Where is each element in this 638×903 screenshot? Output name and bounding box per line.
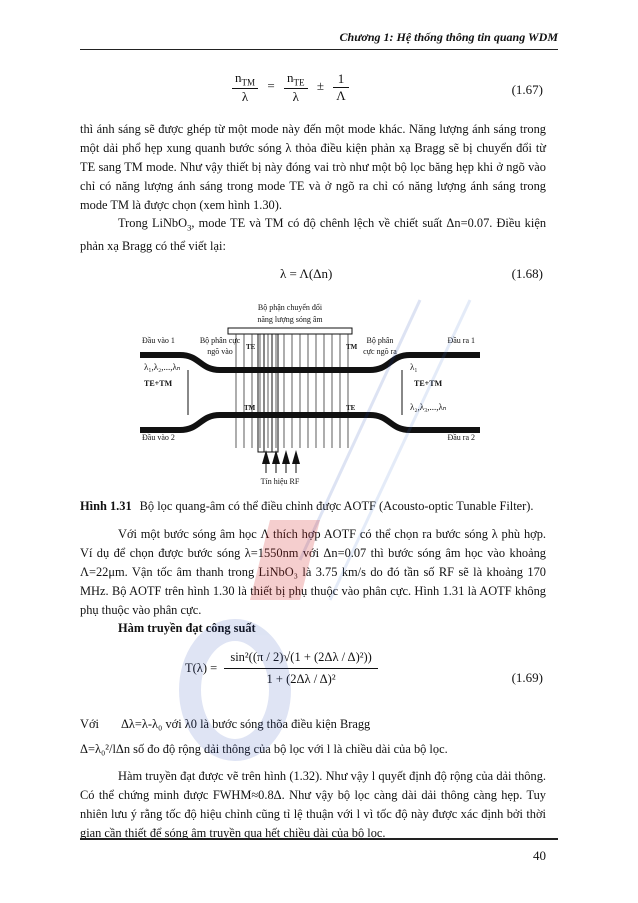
label-lambdas-out: λ₂,λ₃,...,λₙ [410, 402, 447, 412]
acoustic-grating [236, 334, 348, 448]
label-te-right: TE [346, 404, 356, 412]
fraction-te: $\frac{n_{TE}}{\lambda}$ [284, 70, 308, 105]
where-line-2: Δ=λ₀²/lΔn số đo độ rộng dải thông của bộ lọc với l là chiều dài của bộ lọc. [80, 742, 448, 756]
figure-caption: Hình 1.31 Bộ lọc quang-âm có thể điều chỉnh được AOTF (Acousto-optic Tunable Filter). [80, 499, 534, 513]
label-output-2: Đầu ra 2 [447, 433, 475, 442]
label-te-tm-out: TE+TM [414, 379, 443, 388]
label-pol-out-1: Bộ phân [366, 336, 394, 345]
equation-number: (1.67) [511, 82, 543, 97]
page-number: 40 [533, 848, 546, 863]
fraction-tm: $\frac{n_{TM}}{\lambda}$ [232, 70, 258, 105]
label-converter-2: năng lượng sóng âm [257, 315, 323, 324]
paragraph-3: Với một bước sóng âm học Λ thích hợp AOTF có thể chọn ra bước sóng λ phù hợp. Ví dụ để chọn được bước sóng λ=1550nm với Δn=0.07 thì bước sóng âm học vào khoảng Λ=22μm. Vận tốc âm thanh trong LiNbO₃ là 3.75 km/s do đó tần số RF sẽ là khoảng 170 MHz. Bộ AOTF trên hình 1.30 là thiết bị phụ thuộc vào phân cực. Hình 1.31 là AOTF không phụ thuộc vào phân cực. [80, 527, 546, 617]
label-tm-left: TM [244, 404, 256, 412]
paragraph-1: thì ánh sáng sẽ được ghép từ một mode này đến một mode khác. Năng lượng ánh sáng trong một dải phổ hẹp xung quanh bước sóng λ thỏa điều kiện phản xạ Bragg sẽ bị chuyển đổi từ TE sang TM mode. Như vậy thiết bị này đóng vai trò như một bộ lọc băng hẹp khi ở ngõ vào chỉ có năng lượng ánh sáng trong mode TE và ở ngõ ra chỉ có năng lượng ánh sáng trong mode TM là được chọn (xem hình 1.30). [80, 122, 546, 212]
where-line-1: Với Δλ=λ-λ₀ với λ0 là bước sóng thõa điều kiện Bragg [80, 717, 371, 731]
label-te-left: TE [246, 343, 256, 351]
footer-rule [80, 838, 558, 840]
label-lambdas-in: λ₁,λ₂,...,λₙ [144, 362, 181, 372]
equation-number: (1.68) [511, 266, 543, 281]
label-pol-out-2: cực ngõ ra [363, 347, 397, 356]
waveguide-upper [140, 355, 480, 370]
section-heading: Hàm truyền đạt công suất [118, 621, 256, 635]
label-pol-in-1: Bộ phân cực [199, 336, 241, 345]
label-te-tm-in: TE+TM [144, 379, 173, 388]
label-lambda-1: λ₁ [410, 362, 418, 372]
paragraph-2: Trong LiNbO$_3$, mode TE và TM có độ chênh lệch về chiết suất Δn=0.07. Điều kiện phản xạ Bragg có thể viết lại: [80, 216, 547, 254]
transfer-fraction: $\frac{\text{sin²((π / 2)√(1 + (2Δλ / Δ)²))}}{\text{1 + (2Δλ / Δ)²}}$ [224, 650, 378, 687]
label-input-1: Đầu vào 1 [142, 336, 175, 345]
label-tm-right: TM [346, 343, 358, 351]
transducer-box [228, 328, 352, 334]
waveguide-lower [140, 415, 480, 430]
equation-number: (1.69) [511, 670, 543, 685]
running-header: Chương 1: Hệ thống thông tin quang WDM [80, 30, 558, 50]
label-pol-in-2: ngõ vào [207, 347, 233, 356]
aotf-diagram [140, 298, 480, 493]
label-rf: Tín hiệu RF [260, 477, 300, 486]
label-input-2: Đầu vào 2 [142, 433, 175, 442]
paragraph-4: Hàm truyền đạt được vẽ trên hình (1.32). Như vậy l quyết định độ rộng của dải thông. Có thể chứng minh được FWHM≈0.8Δ. Như vậy bộ lọc càng dài dải thông càng hẹp. Tuy nhiên lưu ý rằng tốc độ hiệu chỉnh cũng tỉ lệ thuận với l vì tốc độ này được xác định bởi thời gian cần thiết để sóng âm truyền qua hết chiều dài của bộ lọc. [80, 769, 546, 840]
fraction-lambda: $\frac{1}{\Lambda}$ [333, 71, 348, 104]
label-output-1: Đầu ra 1 [447, 336, 475, 345]
label-converter-1: Bộ phận chuyển đổi [257, 303, 323, 312]
